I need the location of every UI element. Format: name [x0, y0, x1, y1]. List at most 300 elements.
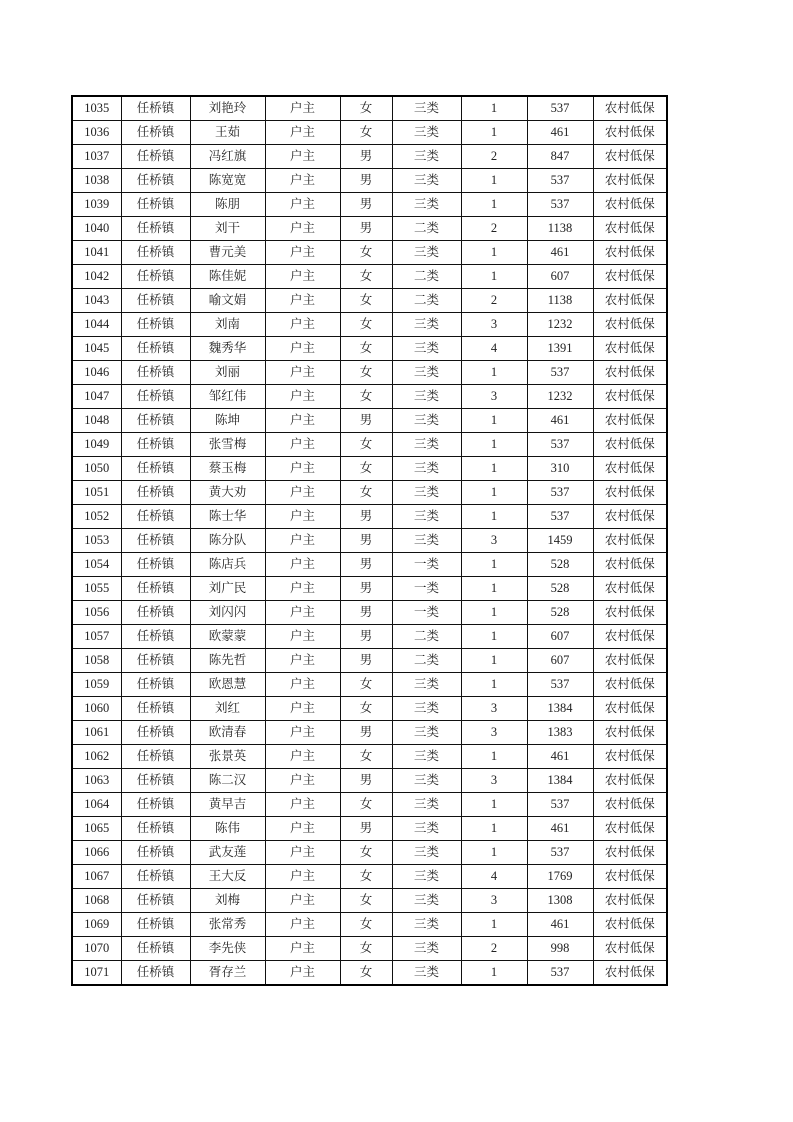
cell-persons: 3	[461, 313, 527, 337]
cell-name: 陈宽宽	[190, 169, 265, 193]
table-row	[72, 793, 667, 817]
cell-category: 三类	[392, 169, 461, 193]
cell-amount: 537	[527, 673, 593, 697]
cell-serial: 1063	[72, 769, 121, 793]
cell-category: 三类	[392, 673, 461, 697]
cell-benefit: 农村低保	[593, 241, 667, 265]
cell-relation: 户主	[265, 745, 340, 769]
cell-amount: 1308	[527, 889, 593, 913]
cell-gender: 女	[340, 913, 392, 937]
cell-amount: 998	[527, 937, 593, 961]
cell-relation: 户主	[265, 241, 340, 265]
cell-serial: 1069	[72, 913, 121, 937]
table-row	[72, 673, 667, 697]
table-row	[72, 337, 667, 361]
cell-serial: 1062	[72, 745, 121, 769]
cell-town: 任桥镇	[121, 769, 190, 793]
cell-benefit: 农村低保	[593, 793, 667, 817]
cell-amount: 1232	[527, 313, 593, 337]
cell-serial: 1059	[72, 673, 121, 697]
cell-gender: 女	[340, 265, 392, 289]
cell-relation: 户主	[265, 385, 340, 409]
cell-name: 陈朋	[190, 193, 265, 217]
cell-relation: 户主	[265, 313, 340, 337]
cell-amount: 607	[527, 265, 593, 289]
cell-amount: 537	[527, 841, 593, 865]
table-body	[72, 96, 667, 985]
cell-persons: 3	[461, 721, 527, 745]
cell-persons: 3	[461, 697, 527, 721]
cell-benefit: 农村低保	[593, 721, 667, 745]
cell-relation: 户主	[265, 505, 340, 529]
cell-gender: 男	[340, 769, 392, 793]
cell-amount: 607	[527, 625, 593, 649]
cell-name: 陈分队	[190, 529, 265, 553]
cell-amount: 537	[527, 193, 593, 217]
cell-category: 三类	[392, 121, 461, 145]
cell-serial: 1041	[72, 241, 121, 265]
cell-benefit: 农村低保	[593, 649, 667, 673]
cell-benefit: 农村低保	[593, 505, 667, 529]
cell-amount: 537	[527, 96, 593, 121]
cell-category: 三类	[392, 313, 461, 337]
cell-amount: 1232	[527, 385, 593, 409]
cell-town: 任桥镇	[121, 793, 190, 817]
cell-gender: 男	[340, 145, 392, 169]
cell-persons: 2	[461, 217, 527, 241]
cell-name: 喻文娟	[190, 289, 265, 313]
cell-category: 三类	[392, 145, 461, 169]
cell-amount: 537	[527, 505, 593, 529]
cell-name: 张景英	[190, 745, 265, 769]
cell-gender: 男	[340, 529, 392, 553]
cell-category: 二类	[392, 649, 461, 673]
cell-persons: 2	[461, 145, 527, 169]
cell-category: 三类	[392, 337, 461, 361]
cell-category: 三类	[392, 505, 461, 529]
cell-benefit: 农村低保	[593, 409, 667, 433]
cell-relation: 户主	[265, 841, 340, 865]
cell-town: 任桥镇	[121, 913, 190, 937]
cell-serial: 1039	[72, 193, 121, 217]
cell-benefit: 农村低保	[593, 553, 667, 577]
cell-category: 三类	[392, 865, 461, 889]
cell-relation: 户主	[265, 121, 340, 145]
table-row	[72, 433, 667, 457]
cell-category: 二类	[392, 289, 461, 313]
cell-category: 三类	[392, 721, 461, 745]
cell-serial: 1040	[72, 217, 121, 241]
cell-name: 陈二汉	[190, 769, 265, 793]
cell-amount: 537	[527, 361, 593, 385]
cell-serial: 1038	[72, 169, 121, 193]
cell-gender: 女	[340, 433, 392, 457]
cell-name: 黄早吉	[190, 793, 265, 817]
cell-category: 三类	[392, 241, 461, 265]
cell-persons: 1	[461, 601, 527, 625]
cell-benefit: 农村低保	[593, 337, 667, 361]
cell-category: 三类	[392, 961, 461, 986]
cell-gender: 女	[340, 337, 392, 361]
cell-benefit: 农村低保	[593, 865, 667, 889]
cell-town: 任桥镇	[121, 865, 190, 889]
cell-town: 任桥镇	[121, 289, 190, 313]
cell-name: 陈先哲	[190, 649, 265, 673]
cell-benefit: 农村低保	[593, 889, 667, 913]
cell-persons: 1	[461, 913, 527, 937]
cell-category: 一类	[392, 577, 461, 601]
cell-town: 任桥镇	[121, 169, 190, 193]
cell-benefit: 农村低保	[593, 433, 667, 457]
cell-name: 张常秀	[190, 913, 265, 937]
cell-relation: 户主	[265, 529, 340, 553]
cell-category: 二类	[392, 217, 461, 241]
cell-amount: 537	[527, 961, 593, 986]
cell-serial: 1035	[72, 96, 121, 121]
cell-amount: 528	[527, 577, 593, 601]
cell-amount: 461	[527, 817, 593, 841]
cell-serial: 1065	[72, 817, 121, 841]
cell-town: 任桥镇	[121, 457, 190, 481]
cell-gender: 女	[340, 313, 392, 337]
cell-town: 任桥镇	[121, 505, 190, 529]
cell-name: 陈伟	[190, 817, 265, 841]
cell-category: 三类	[392, 769, 461, 793]
cell-serial: 1049	[72, 433, 121, 457]
cell-persons: 1	[461, 96, 527, 121]
cell-serial: 1036	[72, 121, 121, 145]
table-row	[72, 745, 667, 769]
cell-town: 任桥镇	[121, 409, 190, 433]
cell-persons: 3	[461, 889, 527, 913]
cell-benefit: 农村低保	[593, 625, 667, 649]
cell-name: 陈店兵	[190, 553, 265, 577]
table-row	[72, 601, 667, 625]
cell-name: 李先侠	[190, 937, 265, 961]
cell-amount: 461	[527, 745, 593, 769]
cell-persons: 1	[461, 121, 527, 145]
cell-relation: 户主	[265, 889, 340, 913]
cell-name: 欧恩慧	[190, 673, 265, 697]
cell-gender: 女	[340, 241, 392, 265]
cell-town: 任桥镇	[121, 145, 190, 169]
table-row	[72, 217, 667, 241]
table-row	[72, 289, 667, 313]
cell-name: 刘丽	[190, 361, 265, 385]
table-row	[72, 817, 667, 841]
cell-category: 三类	[392, 937, 461, 961]
cell-gender: 女	[340, 889, 392, 913]
cell-gender: 女	[340, 361, 392, 385]
cell-town: 任桥镇	[121, 601, 190, 625]
table-row	[72, 145, 667, 169]
cell-persons: 1	[461, 745, 527, 769]
cell-benefit: 农村低保	[593, 193, 667, 217]
table-row	[72, 409, 667, 433]
cell-serial: 1047	[72, 385, 121, 409]
cell-persons: 1	[461, 673, 527, 697]
cell-amount: 537	[527, 793, 593, 817]
cell-benefit: 农村低保	[593, 457, 667, 481]
cell-benefit: 农村低保	[593, 673, 667, 697]
cell-category: 三类	[392, 385, 461, 409]
cell-relation: 户主	[265, 649, 340, 673]
cell-name: 欧蒙蒙	[190, 625, 265, 649]
cell-gender: 男	[340, 817, 392, 841]
cell-name: 胥存兰	[190, 961, 265, 986]
cell-persons: 1	[461, 169, 527, 193]
cell-town: 任桥镇	[121, 817, 190, 841]
cell-gender: 女	[340, 121, 392, 145]
cell-serial: 1050	[72, 457, 121, 481]
cell-serial: 1052	[72, 505, 121, 529]
cell-category: 三类	[392, 913, 461, 937]
cell-serial: 1068	[72, 889, 121, 913]
cell-benefit: 农村低保	[593, 217, 667, 241]
cell-persons: 2	[461, 289, 527, 313]
cell-persons: 1	[461, 817, 527, 841]
cell-category: 二类	[392, 625, 461, 649]
cell-persons: 2	[461, 937, 527, 961]
cell-relation: 户主	[265, 721, 340, 745]
cell-persons: 1	[461, 409, 527, 433]
cell-serial: 1046	[72, 361, 121, 385]
cell-gender: 男	[340, 721, 392, 745]
cell-amount: 1138	[527, 217, 593, 241]
cell-persons: 4	[461, 337, 527, 361]
cell-serial: 1056	[72, 601, 121, 625]
cell-relation: 户主	[265, 217, 340, 241]
cell-persons: 1	[461, 265, 527, 289]
cell-relation: 户主	[265, 337, 340, 361]
cell-benefit: 农村低保	[593, 937, 667, 961]
cell-town: 任桥镇	[121, 313, 190, 337]
cell-town: 任桥镇	[121, 673, 190, 697]
cell-amount: 1383	[527, 721, 593, 745]
cell-gender: 女	[340, 457, 392, 481]
cell-amount: 310	[527, 457, 593, 481]
cell-persons: 1	[461, 361, 527, 385]
cell-town: 任桥镇	[121, 193, 190, 217]
cell-town: 任桥镇	[121, 337, 190, 361]
cell-town: 任桥镇	[121, 433, 190, 457]
cell-category: 三类	[392, 841, 461, 865]
cell-category: 三类	[392, 481, 461, 505]
cell-benefit: 农村低保	[593, 817, 667, 841]
cell-persons: 1	[461, 625, 527, 649]
cell-benefit: 农村低保	[593, 601, 667, 625]
cell-benefit: 农村低保	[593, 745, 667, 769]
table-row	[72, 529, 667, 553]
table-row	[72, 553, 667, 577]
cell-name: 王大反	[190, 865, 265, 889]
cell-category: 三类	[392, 193, 461, 217]
cell-name: 魏秀华	[190, 337, 265, 361]
cell-amount: 1138	[527, 289, 593, 313]
cell-serial: 1037	[72, 145, 121, 169]
cell-relation: 户主	[265, 697, 340, 721]
cell-benefit: 农村低保	[593, 961, 667, 986]
cell-serial: 1044	[72, 313, 121, 337]
cell-relation: 户主	[265, 913, 340, 937]
cell-gender: 男	[340, 649, 392, 673]
cell-relation: 户主	[265, 793, 340, 817]
cell-persons: 3	[461, 769, 527, 793]
cell-relation: 户主	[265, 433, 340, 457]
cell-category: 三类	[392, 889, 461, 913]
cell-benefit: 农村低保	[593, 481, 667, 505]
cell-name: 冯红旗	[190, 145, 265, 169]
table-row	[72, 769, 667, 793]
cell-amount: 1391	[527, 337, 593, 361]
cell-serial: 1067	[72, 865, 121, 889]
table-row	[72, 889, 667, 913]
cell-relation: 户主	[265, 289, 340, 313]
cell-serial: 1048	[72, 409, 121, 433]
cell-gender: 女	[340, 865, 392, 889]
cell-amount: 1459	[527, 529, 593, 553]
cell-benefit: 农村低保	[593, 169, 667, 193]
cell-benefit: 农村低保	[593, 697, 667, 721]
cell-amount: 607	[527, 649, 593, 673]
cell-serial: 1071	[72, 961, 121, 986]
cell-benefit: 农村低保	[593, 577, 667, 601]
cell-category: 三类	[392, 433, 461, 457]
cell-amount: 1384	[527, 769, 593, 793]
cell-name: 王茹	[190, 121, 265, 145]
table-row	[72, 505, 667, 529]
cell-name: 陈佳妮	[190, 265, 265, 289]
table-row	[72, 481, 667, 505]
cell-name: 陈士华	[190, 505, 265, 529]
table-row	[72, 625, 667, 649]
cell-name: 刘闪闪	[190, 601, 265, 625]
welfare-roster-table	[71, 95, 668, 986]
cell-relation: 户主	[265, 937, 340, 961]
cell-name: 欧清春	[190, 721, 265, 745]
cell-gender: 女	[340, 793, 392, 817]
table-row	[72, 193, 667, 217]
cell-relation: 户主	[265, 601, 340, 625]
cell-serial: 1042	[72, 265, 121, 289]
cell-gender: 女	[340, 841, 392, 865]
cell-amount: 528	[527, 553, 593, 577]
cell-relation: 户主	[265, 145, 340, 169]
cell-serial: 1058	[72, 649, 121, 673]
cell-benefit: 农村低保	[593, 96, 667, 121]
cell-name: 曹元美	[190, 241, 265, 265]
cell-relation: 户主	[265, 673, 340, 697]
cell-gender: 男	[340, 409, 392, 433]
cell-persons: 1	[461, 553, 527, 577]
cell-category: 三类	[392, 529, 461, 553]
cell-relation: 户主	[265, 481, 340, 505]
cell-relation: 户主	[265, 553, 340, 577]
cell-town: 任桥镇	[121, 96, 190, 121]
cell-name: 张雪梅	[190, 433, 265, 457]
cell-relation: 户主	[265, 625, 340, 649]
cell-town: 任桥镇	[121, 265, 190, 289]
table-row	[72, 385, 667, 409]
cell-serial: 1054	[72, 553, 121, 577]
cell-gender: 女	[340, 697, 392, 721]
cell-amount: 528	[527, 601, 593, 625]
cell-gender: 女	[340, 961, 392, 986]
cell-benefit: 农村低保	[593, 529, 667, 553]
cell-gender: 男	[340, 505, 392, 529]
cell-gender: 女	[340, 937, 392, 961]
cell-town: 任桥镇	[121, 217, 190, 241]
table-row	[72, 865, 667, 889]
cell-amount: 461	[527, 121, 593, 145]
cell-town: 任桥镇	[121, 649, 190, 673]
cell-relation: 户主	[265, 865, 340, 889]
table-row	[72, 577, 667, 601]
cell-benefit: 农村低保	[593, 769, 667, 793]
cell-town: 任桥镇	[121, 745, 190, 769]
cell-benefit: 农村低保	[593, 385, 667, 409]
cell-persons: 1	[461, 433, 527, 457]
cell-benefit: 农村低保	[593, 361, 667, 385]
cell-town: 任桥镇	[121, 121, 190, 145]
table-row	[72, 649, 667, 673]
cell-name: 刘梅	[190, 889, 265, 913]
cell-town: 任桥镇	[121, 577, 190, 601]
cell-relation: 户主	[265, 577, 340, 601]
cell-relation: 户主	[265, 169, 340, 193]
cell-serial: 1055	[72, 577, 121, 601]
cell-gender: 女	[340, 673, 392, 697]
cell-relation: 户主	[265, 265, 340, 289]
cell-town: 任桥镇	[121, 553, 190, 577]
cell-persons: 1	[461, 793, 527, 817]
table-row	[72, 241, 667, 265]
cell-gender: 女	[340, 289, 392, 313]
cell-serial: 1051	[72, 481, 121, 505]
cell-relation: 户主	[265, 961, 340, 986]
cell-relation: 户主	[265, 817, 340, 841]
cell-gender: 女	[340, 481, 392, 505]
cell-serial: 1043	[72, 289, 121, 313]
cell-category: 二类	[392, 265, 461, 289]
cell-persons: 1	[461, 649, 527, 673]
cell-persons: 1	[461, 241, 527, 265]
cell-amount: 537	[527, 481, 593, 505]
cell-category: 三类	[392, 793, 461, 817]
cell-gender: 男	[340, 625, 392, 649]
cell-category: 三类	[392, 96, 461, 121]
cell-gender: 女	[340, 96, 392, 121]
cell-name: 刘干	[190, 217, 265, 241]
table-row	[72, 937, 667, 961]
cell-amount: 461	[527, 409, 593, 433]
cell-gender: 男	[340, 553, 392, 577]
cell-serial: 1061	[72, 721, 121, 745]
cell-persons: 3	[461, 385, 527, 409]
cell-persons: 1	[461, 481, 527, 505]
cell-town: 任桥镇	[121, 241, 190, 265]
table-row	[72, 265, 667, 289]
cell-town: 任桥镇	[121, 937, 190, 961]
cell-category: 三类	[392, 409, 461, 433]
cell-category: 一类	[392, 601, 461, 625]
cell-amount: 537	[527, 169, 593, 193]
cell-relation: 户主	[265, 193, 340, 217]
cell-town: 任桥镇	[121, 481, 190, 505]
cell-serial: 1066	[72, 841, 121, 865]
table-row	[72, 169, 667, 193]
cell-gender: 男	[340, 169, 392, 193]
